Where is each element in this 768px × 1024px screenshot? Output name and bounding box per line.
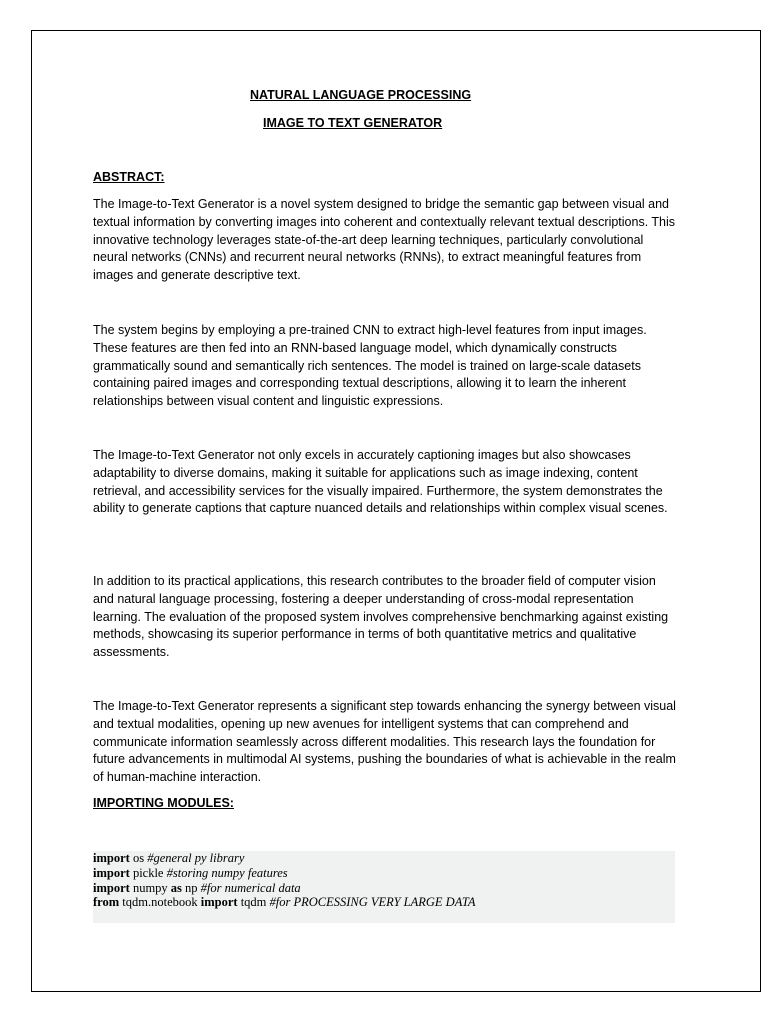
abstract-paragraph: In addition to its practical applications, this research contributes to the broader field of computer vision and natural language processing, fostering a deeper understanding of cross-modal representation learning. The evaluation of the proposed system involves comprehensive benchmarking against existing methods, showcasing its superior performance in terms of both quantitative metrics and qualitative assessments.: [93, 574, 669, 660]
importing-modules-heading: IMPORTING MODULES:: [93, 796, 234, 810]
code-text: pickle: [129, 865, 167, 880]
code-comment: #general py library: [147, 851, 245, 865]
code-text: tqdm: [237, 895, 270, 910]
code-line: [93, 851, 675, 866]
code-block: [93, 851, 675, 923]
abstract-heading: ABSTRACT:: [93, 170, 165, 184]
code-line: [93, 895, 675, 910]
abstract-paragraph: The system begins by employing a pre-trained CNN to extract high-level features from input images. These features are then fed into an RNN-based language model, which dynamically constructs grammatically sound and semantically rich sentences. The model is trained on large-scale datasets containing paired images and corresponding textual descriptions, allowing it to learn the inherent relationships between visual content and linguistic expressions.: [93, 323, 647, 409]
code-keyword: import: [93, 880, 130, 895]
code-keyword: from: [93, 895, 120, 910]
code-text: numpy: [129, 880, 171, 895]
code-comment: #for numerical data: [200, 880, 301, 895]
code-keyword: import: [200, 895, 238, 910]
code-comment: #for PROCESSING VERY LARGE DATA: [269, 895, 476, 910]
code-line: [93, 881, 675, 896]
code-keyword: import: [93, 851, 130, 865]
document-subtitle: IMAGE TO TEXT GENERATOR: [263, 116, 443, 130]
code-comment: #storing numpy features: [166, 865, 288, 880]
code-line: [93, 866, 675, 881]
abstract-paragraph: The Image-to-Text Generator not only excels in accurately captioning images but also showcases adaptability to diverse domains, making it suitable for applications such as image indexing, content retrieval, and accessibility services for the visually impaired. Furthermore, the system demonstrates the ability to generate captions that capture nuanced details and relationships within complex visual scenes.: [93, 448, 668, 516]
abstract-paragraph: The Image-to-Text Generator is a novel system designed to bridge the semantic gap between visual and textual information by converting images into coherent and contextually relevant textual descriptions. This innovative technology leverages state-of-the-art deep learning techniques, particularly convolutional neural networks (CNNs) and recurrent neural networks (RNNs), to extract meaningful features from images and generate descriptive text.: [93, 197, 676, 283]
abstract-paragraph: The Image-to-Text Generator represents a significant step towards enhancing the synergy between visual and textual modalities, opening up new avenues for intelligent systems that can comprehend and communicate information seamlessly across different modalities. This research lays the foundation for future advancements in multimodal AI systems, pushing the boundaries of what is achievable in the realm of human-machine interaction.: [93, 699, 676, 785]
code-text: os: [129, 851, 148, 865]
document-title: NATURAL LANGUAGE PROCESSING: [250, 88, 472, 102]
code-text: tqdm.notebook: [119, 895, 201, 910]
code-keyword: as: [170, 880, 182, 895]
code-keyword: import: [93, 865, 130, 880]
code-text: np: [181, 880, 201, 895]
